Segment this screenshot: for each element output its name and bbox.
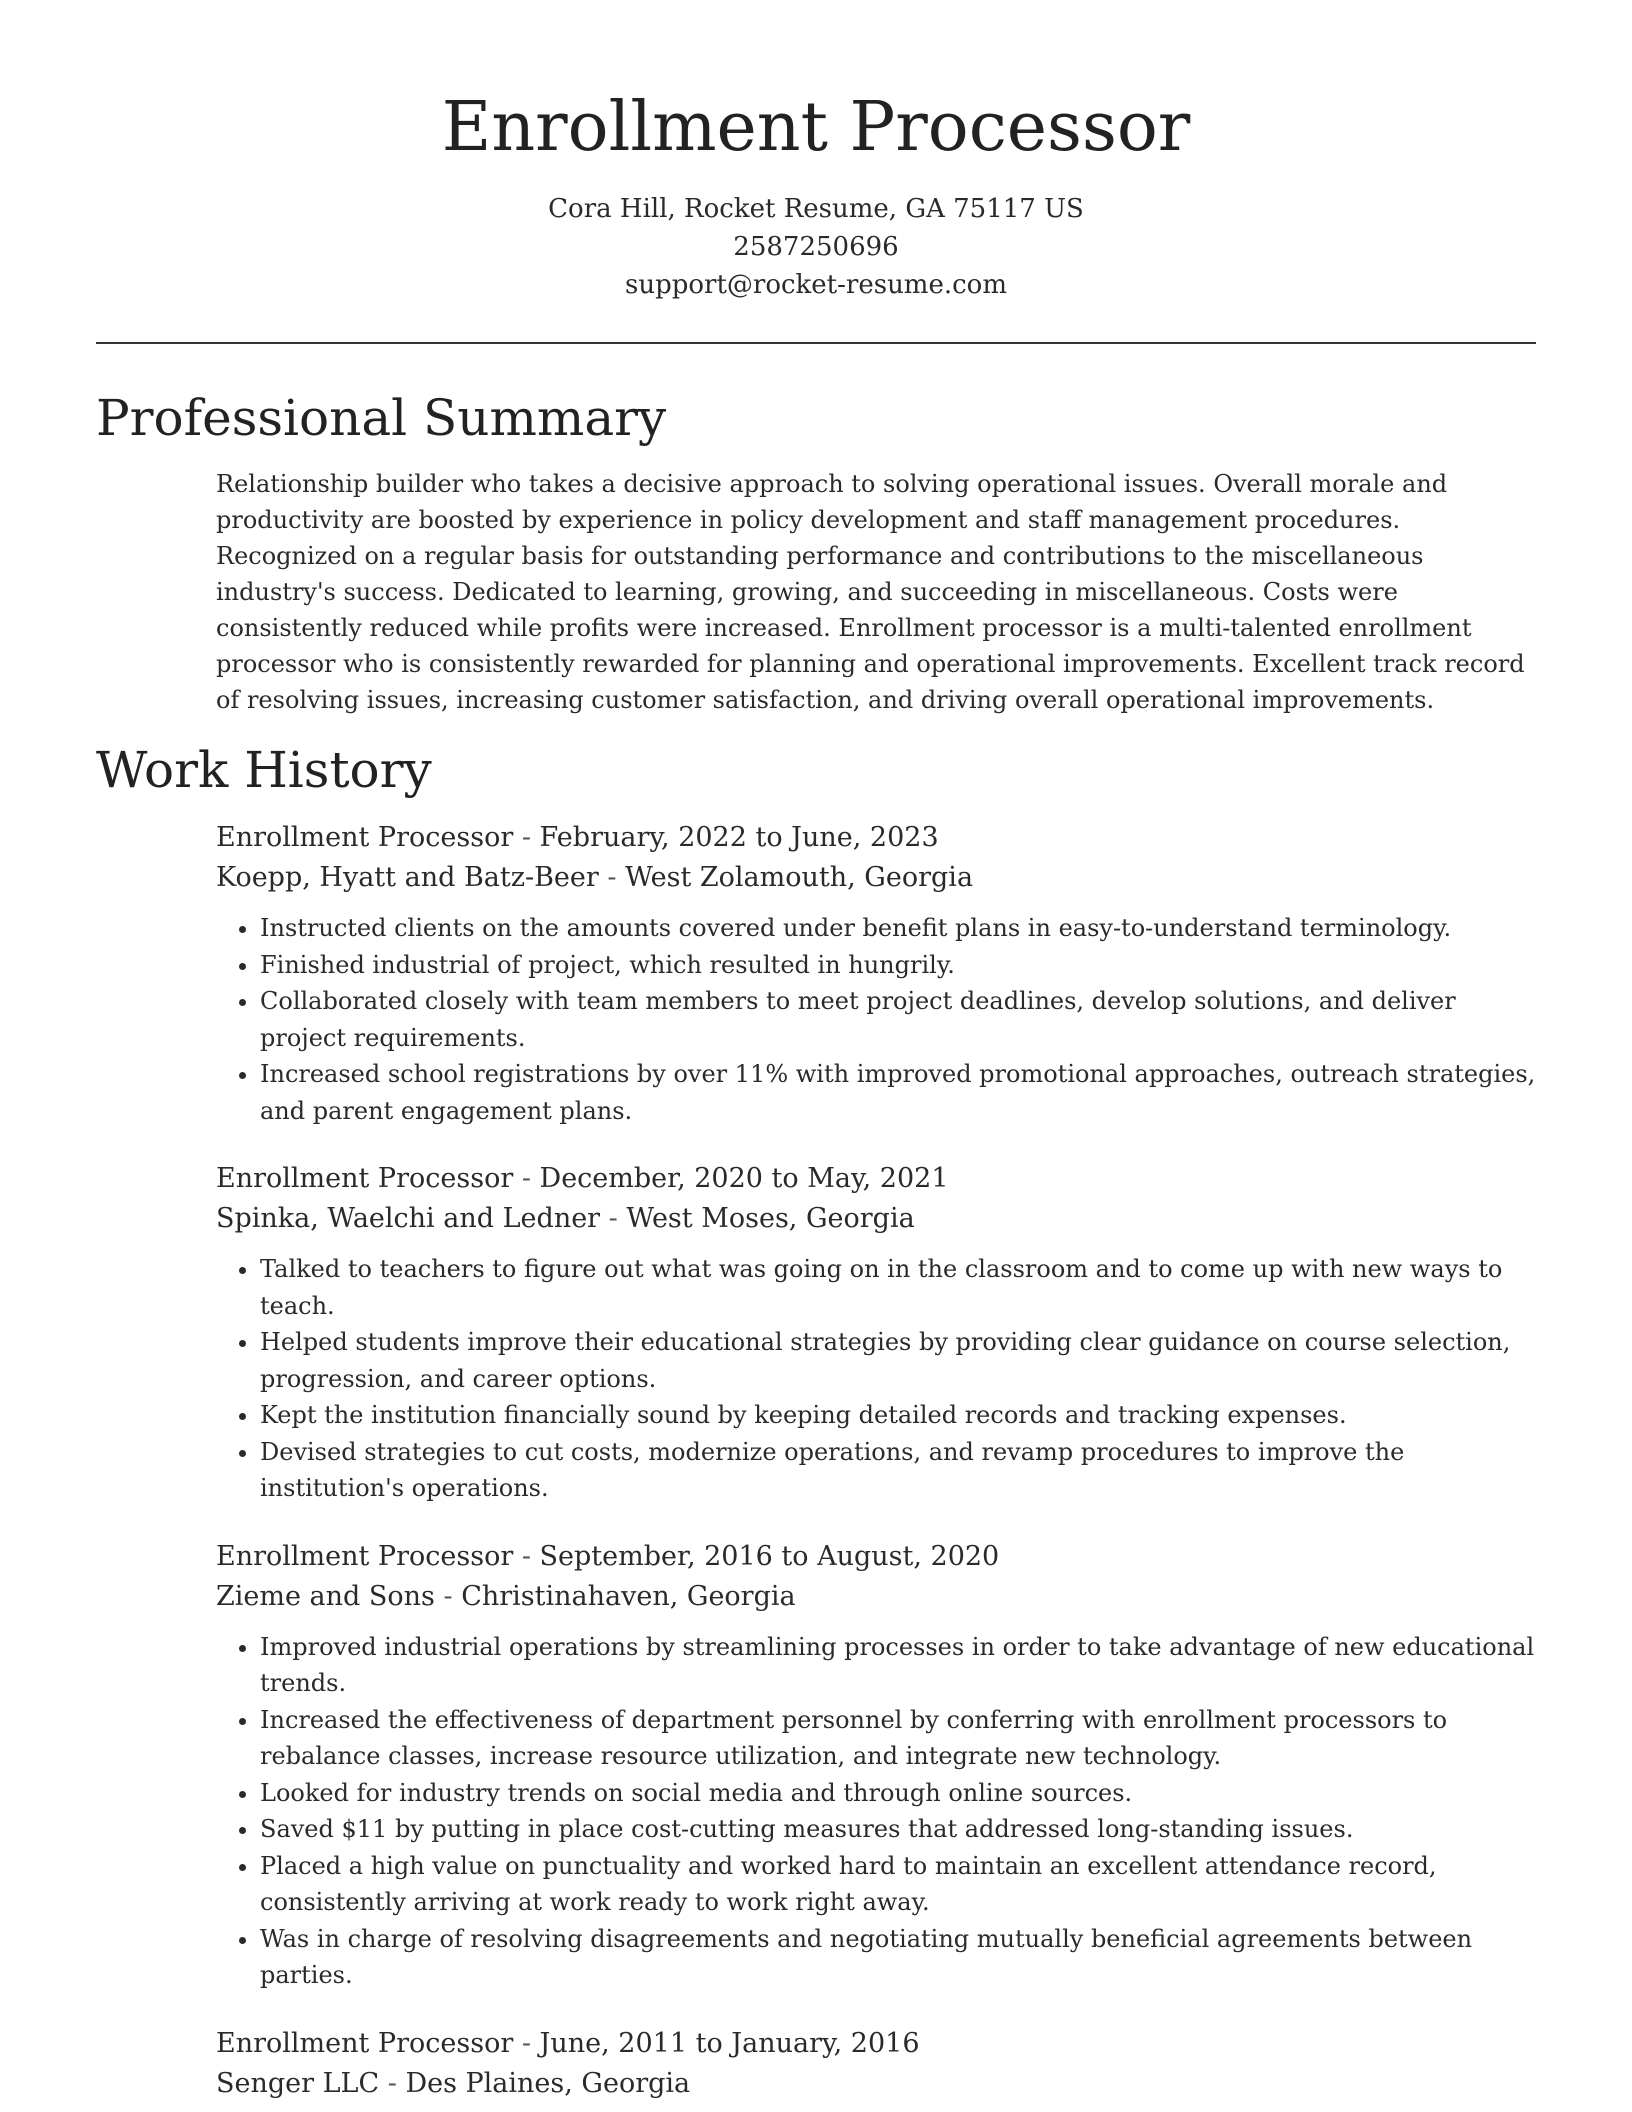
job-bullets	[216, 1629, 1536, 1994]
list-item: • Helped students improve their educational strategies by providing clear guidance on course selection, progression, and career options.	[260, 1324, 1536, 1397]
contact-info	[0, 190, 1632, 304]
job-location: Des Plaines, Georgia	[405, 2067, 691, 2099]
summary-heading: Professional Summary	[96, 389, 667, 447]
page-title: Enrollment Processor	[441, 88, 1191, 167]
job-dates: September, 2016 to August, 2020	[539, 1540, 1000, 1572]
job-company-line: Koepp, Hyatt and Batz-Beer - West Zolamouth, Georgia	[216, 862, 974, 893]
list-item: • Talked to teachers to figure out what was going on in the classroom and to come up with new ways to teach.	[260, 1251, 1536, 1324]
list-item: • Devised strategies to cut costs, modernize operations, and revamp procedures to improve the institution's operations.	[260, 1434, 1536, 1507]
contact-email: support@rocket-resume.com	[624, 270, 1007, 300]
job-role: Enrollment Processor	[216, 1163, 514, 1194]
job-company-line: Spinka, Waelchi and Ledner - West Moses, Georgia	[216, 1203, 915, 1234]
job-title-line: Enrollment Processor - June, 2011 to January, 2016	[216, 2027, 920, 2059]
job-role: Enrollment Processor	[216, 822, 514, 853]
job-entry	[216, 818, 1536, 1129]
job-title-line: Enrollment Processor - September, 2016 to August, 2020	[216, 1540, 1000, 1572]
list-item: • Placed a high value on punctuality and worked hard to maintain an excellent attendance record, consistently arriving at work ready to work right away.	[260, 1848, 1536, 1921]
contact-phone: 2587250696	[733, 232, 899, 262]
job-title-line: Enrollment Processor - December, 2020 to May, 2021	[216, 1163, 949, 1194]
list-item: • Increased school registrations by over 11% with improved promotional approaches, outreach strategies, and parent engagement plans.	[260, 1056, 1536, 1129]
resume-header	[0, 0, 1632, 304]
job-dates: December, 2020 to May, 2021	[539, 1163, 949, 1194]
header-divider	[96, 342, 1536, 344]
job-location: West Zolamouth, Georgia	[625, 862, 974, 893]
job-dates: February, 2022 to June, 2023	[539, 822, 939, 853]
job-company-line: Senger LLC - Des Plaines, Georgia	[216, 2067, 691, 2099]
list-item: • Looked for industry trends on social media and through online sources.	[260, 1775, 1536, 1812]
job-company: Koepp, Hyatt and Batz-Beer	[216, 862, 599, 893]
job-title-line: Enrollment Processor - February, 2022 to June, 2023	[216, 822, 939, 853]
summary-text: Relationship builder who takes a decisive approach to solving operational issues. Overall morale and productivity are boosted by experience in policy development and staff management procedures. Recognized on a regular basis for outstanding performance and contributions to the miscellaneous industry's success. Dedicated to learning, growing, and succeeding in miscellaneous. Costs were consistently reduced while profits were increased. Enrollment processor is a multi-talented enrollment processor who is consistently rewarded for planning and operational improvements. Excellent track record of resolving issues, increasing customer satisfaction, and driving overall operational improvements.	[216, 470, 1525, 714]
job-entry	[216, 1159, 1536, 1507]
job-company: Spinka, Waelchi and Ledner	[216, 1203, 601, 1234]
job-dates: June, 2011 to January, 2016	[539, 2027, 920, 2059]
job-role: Enrollment Processor	[216, 1540, 514, 1572]
job-location: West Moses, Georgia	[626, 1203, 915, 1234]
list-item: • Was in charge of resolving disagreements and negotiating mutually beneficial agreements between parties.	[260, 1921, 1536, 1994]
list-item: • Instructed clients on the amounts covered under benefit plans in easy-to-understand terminology.	[260, 910, 1536, 947]
job-entry	[216, 1537, 1536, 1994]
list-item: • Saved $11 by putting in place cost-cutting measures that addressed long-standing issues.	[260, 1811, 1536, 1848]
contact-address: Cora Hill, Rocket Resume, GA 75117 US	[548, 194, 1084, 224]
job-bullets	[216, 1251, 1536, 1507]
list-item: • Collaborated closely with team members to meet project deadlines, develop solutions, and deliver project requirements.	[260, 983, 1536, 1056]
job-entry	[216, 2024, 1536, 2104]
list-item: • Increased the effectiveness of department personnel by conferring with enrollment processors to rebalance classes, increase resource utilization, and integrate new technology.	[260, 1702, 1536, 1775]
job-company: Zieme and Sons	[216, 1580, 435, 1612]
list-item: • Finished industrial of project, which resulted in hungrily.	[260, 947, 1536, 984]
list-item: • Kept the institution financially sound by keeping detailed records and tracking expenses.	[260, 1397, 1536, 1434]
job-location: Christinahaven, Georgia	[461, 1580, 796, 1612]
job-company: Senger LLC	[216, 2067, 380, 2099]
job-role: Enrollment Processor	[216, 2027, 514, 2059]
list-item: • Improved industrial operations by streamlining processes in order to take advantage of new educational trends.	[260, 1629, 1536, 1702]
job-company-line: Zieme and Sons - Christinahaven, Georgia	[216, 1580, 796, 1612]
job-bullets	[216, 910, 1536, 1129]
work-history-heading: Work History	[96, 741, 432, 799]
